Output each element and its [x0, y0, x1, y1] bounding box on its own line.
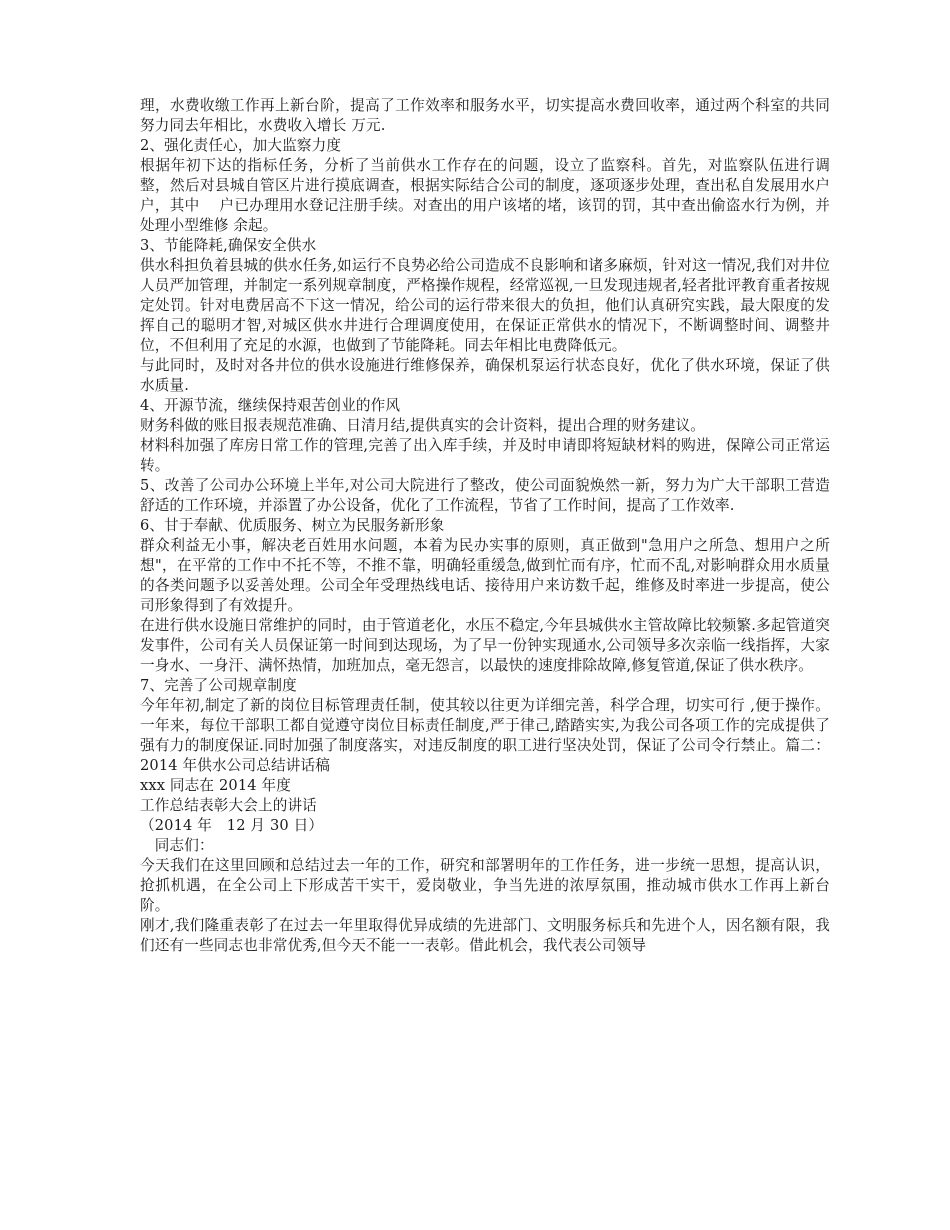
paragraph: 刚才,我们隆重表彰了在过去一年里取得优异成绩的先进部门、文明服务标兵和先进个人，因名额有限，我们还有一些同志也非常优秀,但今天不能一一表彰。借此机会，我代表公司领导 — [140, 917, 830, 954]
section-heading: 2、强化责任心，加大监察力度 — [140, 137, 342, 154]
paragraph: 财务科做的账目报表规范准确、日清月结,提供真实的会计资料，提出合理的财务建议。 — [140, 417, 706, 434]
speech-speaker-line: xxx 同志在 2014 年度 — [140, 777, 291, 794]
paragraph: 5、改善了公司办公环境上半年,对公司大院进行了整改，使公司面貌焕然一新，努力为广大干部职工营造舒适的工作环境，并添置了办公设备，优化了工作流程，节省了工作时间，提高了工作效率. — [140, 477, 830, 514]
section-heading: 4、开源节流，继续保持艰苦创业的作风 — [140, 397, 401, 414]
section-heading: 7、完善了公司规章制度 — [140, 677, 297, 694]
paragraph: 群众利益无小事，解决老百姓用水问题，本着为民办实事的原则，真正做到"急用户之所急、想用户之所想"，在平常的工作中不托不等，不推不靠，明确轻重缓急,做到忙而有序，忙而不乱,对影响群众用水质量的各类问题予以妥善处理。公司全年受理热线电话、接待用户来访数千起，维修及时率进一步提高，使公司形象得到了有效提升。 — [140, 537, 830, 614]
paragraph: 材料科加强了库房日常工作的管理,完善了出入库手续，并及时申请即将短缺材料的购进，保障公司正常运转。 — [140, 437, 830, 474]
speech-salutation: 同志们： — [140, 837, 214, 854]
paragraph: 与此同时，及时对各井位的供水设施进行维修保养，确保机泵运行状态良好，优化了供水环境，保证了供水质量. — [140, 357, 830, 394]
paragraph: 理，水费收缴工作再上新台阶，提高了工作效率和服务水平，切实提高水费回收率，通过两个科室的共同努力同去年相比，水费收入增长 万元. — [140, 97, 830, 134]
paragraph: 今天我们在这里回顾和总结过去一年的工作，研究和部署明年的工作任务，进一步统一思想，提高认识，抢抓机遇，在全公司上下形成苦干实干，爱岗敬业，争当先进的浓厚氛围，推动城市供水工作再上新台阶。 — [140, 857, 830, 914]
speech-title: 工作总结表彰大会上的讲话 — [140, 797, 317, 814]
speech-date: （2014 年 12 月 30 日） — [140, 817, 324, 834]
paragraph: 根据年初下达的指标任务，分析了当前供水工作存在的问题，设立了监察科。首先，对监察队伍进行调整，然后对县城自管区片进行摸底调查，根据实际结合公司的制度，逐项逐步处理，查出私自发展用水户 户，其中 户已办理用水登记注册手续。对查出的用户该堵的堵，该罚的罚，其中查出偷盗水行为例，并处理小型维修 余起。 — [140, 157, 850, 234]
document-page — [140, 96, 850, 956]
section-heading: 3、节能降耗,确保安全供水 — [140, 237, 317, 254]
paragraph: 在进行供水设施日常维护的同时，由于管道老化，水压不稳定,今年县城供水主管故障比较频繁.多起管道突发事件，公司有关人员保证第一时间到达现场，为了早一份钟实现通水,公司领导多次亲临一线指挥，大家一身水、一身汗、满怀热情，加班加点，毫无怨言，以最快的速度排除故障,修复管道,保证了供水秩序。 — [140, 617, 830, 674]
paragraph: 今年年初,制定了新的岗位目标管理责任制，使其较以往更为详细完善，科学合理，切实可行 ,便于操作。一年来，每位干部职工都自觉遵守岗位目标责任制度,严于律己,踏踏实实,为我公司各项工作的完成提供了强有力的制度保证.同时加强了制度落实，对违反制度的职工进行坚决处罚，保证了公司令行禁止。篇二：2014 年供水公司总结讲话稿 — [140, 697, 830, 774]
section-heading: 6、甘于奉献、优质服务、树立为民服务新形象 — [140, 517, 445, 534]
paragraph: 供水科担负着县城的供水任务,如运行不良势必给公司造成不良影响和诸多麻烦，针对这一情况,我们对井位人员严加管理，并制定一系列规章制度，严格操作规程，经常巡视,一旦发现违规者,轻者批评教育重者按规定处罚。针对电费居高不下这一情况，给公司的运行带来很大的负担，他们认真研究实践，最大限度的发挥自己的聪明才智,对城区供水井进行合理调度使用，在保证正常供水的情况下，不断调整时间、调整井位，不但利用了充足的水源，也做到了节能降耗。同去年相比电费降低元。 — [140, 257, 830, 354]
